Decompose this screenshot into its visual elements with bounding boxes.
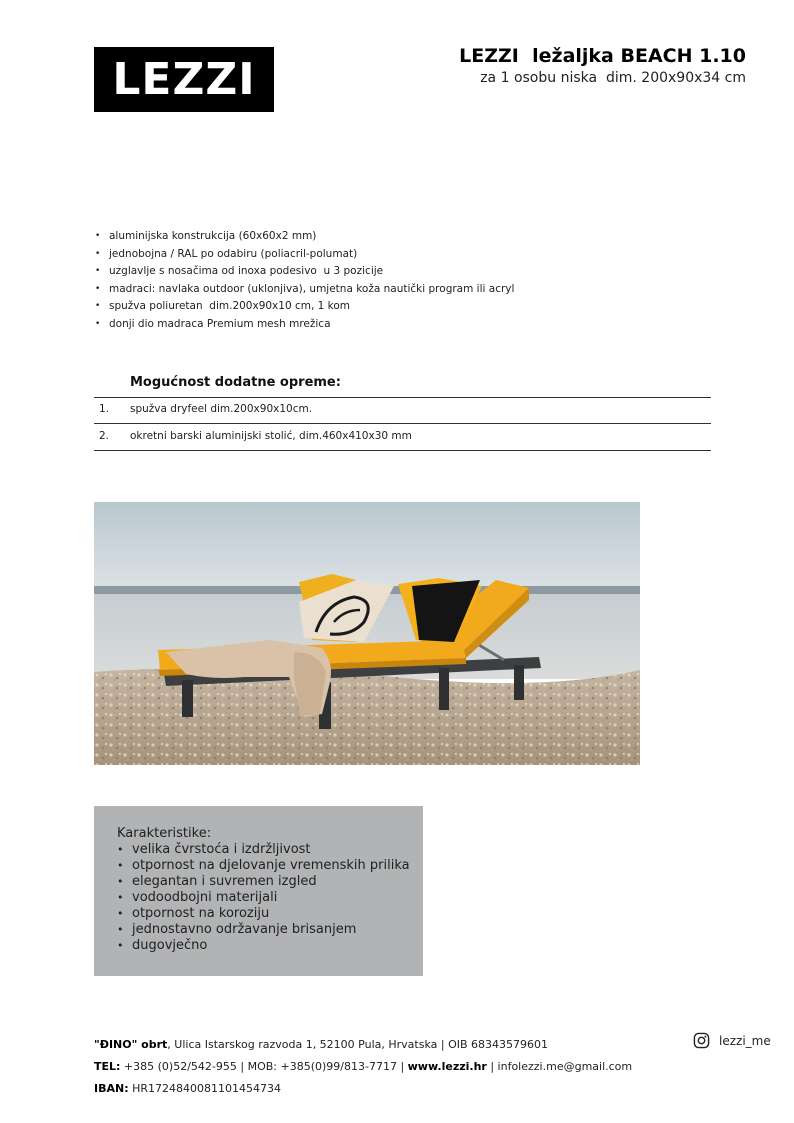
instagram-icon <box>693 1032 710 1049</box>
iban-label: IBAN: <box>94 1082 129 1095</box>
email-link[interactable]: | infolezzi.me@gmail.com <box>486 1060 633 1073</box>
list-item: • dugovječno <box>117 938 423 954</box>
product-title-block <box>386 45 746 86</box>
footer-iban-row <box>94 1078 734 1100</box>
options-heading: Mogućnost dodatne opreme: <box>130 375 341 390</box>
brand-logo <box>94 47 274 112</box>
footer-contact-row <box>94 1056 734 1078</box>
list-item: • elegantan i suvremen izgled <box>117 874 423 890</box>
phone-numbers: +385 (0)52/542-955 | MOB: +385(0)99/813-7717 | <box>120 1060 408 1073</box>
list-item: • jednobojna / RAL po odabiru (poliacril-polumat) <box>94 246 714 264</box>
table-row <box>94 424 711 450</box>
iban-value: HR1724840081101454734 <box>128 1082 281 1095</box>
website-link[interactable]: www.lezzi.hr <box>407 1060 487 1073</box>
option-text: okretni barski aluminijski stolić, dim.460x410x30 mm <box>130 430 412 442</box>
list-item: • uzglavlje s nosačima od inoxa podesivo u 3 pozicije <box>94 263 714 281</box>
list-item: • jednostavno održavanje brisanjem <box>117 922 423 938</box>
option-number: 1. <box>99 403 110 415</box>
option-text: spužva dryfeel dim.200x90x10cm. <box>130 403 313 415</box>
product-title: LEZZI ležaljka BEACH 1.10 <box>459 45 746 67</box>
footer <box>94 1034 734 1100</box>
list-item: • spužva poliuretan dim.200x90x10 cm, 1 kom <box>94 298 714 316</box>
company-name: "ĐINO" obrt <box>94 1038 168 1051</box>
feature-list <box>94 228 714 333</box>
product-subtitle: za 1 osobu niska dim. 200x90x34 cm <box>480 70 746 86</box>
footer-company-row <box>94 1034 734 1056</box>
list-item: • otpornost na djelovanje vremenskih prilika <box>117 858 423 874</box>
logo-text: LEZZI <box>112 53 256 105</box>
company-address: , Ulica Istarskog razvoda 1, 52100 Pula, Hrvatska | OIB 68343579601 <box>167 1038 549 1051</box>
product-photo <box>94 502 640 765</box>
list-item: • velika čvrstoća i izdržljivost <box>117 842 423 858</box>
characteristics-title: Karakteristike: <box>117 826 212 841</box>
instagram-handle: lezzi_me <box>719 1033 771 1048</box>
table-row <box>94 397 711 423</box>
list-item: • otpornost na koroziju <box>117 906 423 922</box>
instagram-link[interactable] <box>693 1032 771 1049</box>
list-item: • vodoodbojni materijali <box>117 890 423 906</box>
list-item: • aluminijska konstrukcija (60x60x2 mm) <box>94 228 714 246</box>
tel-label: TEL: <box>94 1060 121 1073</box>
characteristics-box <box>94 806 423 976</box>
option-number: 2. <box>99 430 110 442</box>
list-item: • donji dio madraca Premium mesh mrežica <box>94 316 714 334</box>
divider <box>94 450 711 451</box>
list-item: • madraci: navlaka outdoor (uklonjiva), umjetna koža nautički program ili acryl <box>94 281 714 299</box>
characteristics-list <box>117 842 423 954</box>
